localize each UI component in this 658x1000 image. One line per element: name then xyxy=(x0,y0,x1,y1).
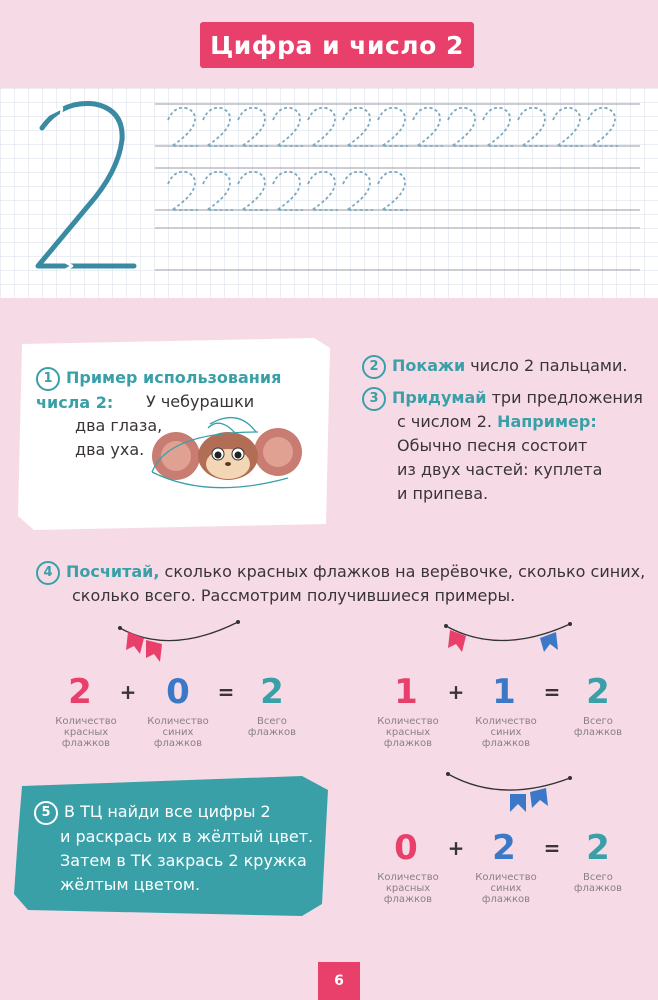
tracing-digit-two xyxy=(238,108,268,146)
tracing-twos xyxy=(0,88,658,298)
eq3-caption-blue: Количество синих флажков xyxy=(475,872,537,905)
tracing-digit-two xyxy=(588,108,618,146)
task-1-text-rest: У чебурашки xyxy=(146,392,255,411)
task-3-line-4: из двух частей: куплета xyxy=(397,460,603,479)
eq2-blue-count: 1 xyxy=(492,672,516,712)
tracing-digit-two xyxy=(343,172,373,210)
eq2-plus: + xyxy=(447,680,465,704)
eq1-blue-count: 0 xyxy=(166,672,190,712)
garland-3 xyxy=(442,764,582,824)
task-3-line-3: Обычно песня состоит xyxy=(397,436,588,455)
task-2-text: 2 Покажи число 2 пальцами. xyxy=(362,354,652,379)
eq2-caption-blue: Количество синих флажков xyxy=(475,716,537,749)
eq3-red-count: 0 xyxy=(394,828,418,868)
eq3-total: 2 xyxy=(586,828,610,868)
eq1-red-count: 2 xyxy=(68,672,92,712)
eq2-total: 2 xyxy=(586,672,610,712)
task-1-text: 1 Пример использования числа 2: xyxy=(36,368,282,412)
eq2-equals: = xyxy=(543,680,561,704)
garland-1 xyxy=(110,612,250,672)
task-4-number: 4 xyxy=(36,561,60,585)
eq2-caption-total: Всего флажков xyxy=(573,716,623,738)
tracing-digit-two xyxy=(308,172,338,210)
task-2-number: 2 xyxy=(362,355,386,379)
task-1-line-3: два уха. xyxy=(75,440,145,459)
tracing-digit-two xyxy=(203,108,233,146)
page-number: 6 xyxy=(318,962,360,1000)
tracing-digit-two xyxy=(343,108,373,146)
eq1-plus: + xyxy=(119,680,137,704)
tracing-digit-two xyxy=(168,108,198,146)
eq2-red-count: 1 xyxy=(394,672,418,712)
page-title: Цифра и число 2 xyxy=(200,22,474,68)
task-5-number: 5 xyxy=(34,801,58,825)
eq1-caption-total: Всего флажков xyxy=(247,716,297,738)
tracing-digit-two xyxy=(483,108,513,146)
tracing-digit-two xyxy=(168,172,198,210)
task-4-text: 4 Посчитай, сколько красных флажков на верёвочке, сколько синих, xyxy=(36,560,656,585)
eq1-total: 2 xyxy=(260,672,284,712)
eq1-caption-blue: Количество синих флажков xyxy=(147,716,209,749)
task-3-number: 3 xyxy=(362,387,386,411)
tracing-digit-two xyxy=(518,108,548,146)
tracing-digit-two xyxy=(378,108,408,146)
eq3-caption-red: Количество красных флажков xyxy=(377,872,439,905)
task-1-number: 1 xyxy=(36,367,60,391)
eq3-blue-count: 2 xyxy=(492,828,516,868)
tracing-digit-two xyxy=(448,108,478,146)
tracing-digit-two xyxy=(413,108,443,146)
garland-2 xyxy=(440,612,580,672)
task-3-line-5: и припева. xyxy=(397,484,489,503)
task-1-line-2: два глаза, xyxy=(75,416,163,435)
eq3-equals: = xyxy=(543,836,561,860)
eq3-plus: + xyxy=(447,836,465,860)
eq3-caption-total: Всего флажков xyxy=(573,872,623,894)
tracing-digit-two xyxy=(238,172,268,210)
task-5-text: 5 В ТЦ найди все цифры 2 и раскрась их в жёлтый цвет. Затем в ТК закрась 2 кружка жёлтым цветом. xyxy=(34,800,324,897)
eq1-caption-red: Количество красных флажков xyxy=(55,716,117,749)
tracing-digit-two xyxy=(203,172,233,210)
tracing-digit-two xyxy=(378,172,408,210)
tracing-digit-two xyxy=(273,108,303,146)
tracing-digit-two xyxy=(553,108,583,146)
tracing-digit-two xyxy=(273,172,303,210)
eq1-equals: = xyxy=(217,680,235,704)
task-3-text: 3 Придумай три предложения xyxy=(362,386,652,411)
eq2-caption-red: Количество красных флажков xyxy=(377,716,439,749)
cheburashka-illustration xyxy=(148,412,308,494)
tracing-digit-two xyxy=(308,108,338,146)
task-4-line-2: сколько всего. Рассмотрим получившиеся примеры. xyxy=(72,586,516,605)
